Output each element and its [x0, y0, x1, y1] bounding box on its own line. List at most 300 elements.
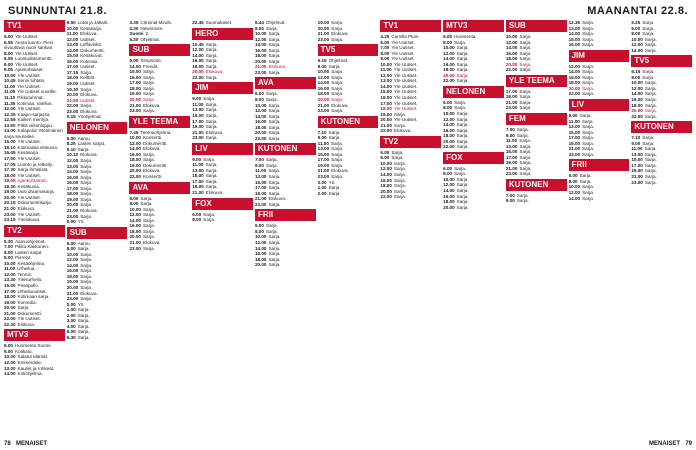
program-entry: [506, 171, 567, 177]
channel-header: FEM: [506, 113, 567, 125]
program-time: 5.30: [66, 334, 76, 340]
program-title: Sarja.: [331, 151, 344, 157]
program-title: Sarja.: [519, 39, 532, 45]
program-title: Dokumenttisarja.: [17, 200, 52, 206]
channel-header: NELONEN: [67, 122, 128, 134]
program-time: 21.00: [317, 168, 330, 174]
program-entry: [192, 217, 253, 223]
program-time: 20.00: [443, 72, 455, 78]
program-time: 13.00: [568, 25, 581, 31]
program-time: 11.00: [192, 162, 204, 168]
program-time: 1.00: [66, 307, 76, 313]
program-time: 20.00: [443, 138, 455, 144]
program-title: Yle Uutiset.: [14, 61, 39, 67]
program-time: 9.00: [631, 140, 641, 146]
program-entry: [255, 70, 316, 76]
program-time: 3.35: [129, 20, 139, 25]
program-time: 20.00: [254, 130, 267, 136]
program-time: 8.25: [66, 141, 76, 147]
program-title: Sarja.: [644, 97, 657, 103]
program-title: Yöohjelmat.: [77, 114, 102, 120]
program-title: Aamu.: [77, 240, 91, 246]
program-time: 0.00: [66, 301, 76, 307]
program-title: Piirretyt.: [14, 255, 32, 261]
program-title: Yle Uutiset.: [393, 67, 418, 73]
program-time: 20.00: [317, 25, 330, 31]
program-title: Sarja.: [393, 183, 406, 189]
program-title: Sarja.: [582, 36, 595, 42]
program-title: Sarja.: [205, 107, 218, 113]
program-time: 9.00: [192, 156, 202, 162]
program-title: Camilla Plum.: [391, 34, 420, 39]
program-title: Sarja.: [268, 102, 281, 108]
program-title: Luonto ja retkeily.: [17, 161, 54, 167]
program-title: Sarja.: [393, 194, 406, 200]
channel-header: MTV3: [4, 329, 65, 341]
program-time: 9.50: [66, 20, 76, 25]
program-time: 13.00: [631, 151, 643, 157]
right-page-number: 79: [685, 441, 692, 447]
program-title: Sarja.: [516, 192, 529, 198]
program-title: Kauniit ja rohkeat.: [17, 365, 55, 371]
program-title: Salatut elämät.: [17, 354, 49, 360]
program-title: Sarja.: [456, 50, 469, 56]
program-time: 6.00: [66, 135, 76, 141]
program-time: 6.00: [443, 34, 453, 39]
program-title: Sarja.: [582, 184, 595, 190]
program-title: Sarja.: [582, 20, 595, 25]
program-time: 10.00: [66, 25, 79, 31]
program-time: 11.00: [192, 101, 204, 107]
program-time: 14.00: [254, 113, 267, 119]
program-title: Sarja.: [268, 190, 281, 196]
program-time: 12.00: [66, 257, 79, 263]
program-title: Sarja.: [519, 165, 532, 171]
program-time: 16.00: [443, 193, 455, 199]
program-title: Huomenta.: [454, 34, 477, 39]
program-time: 12.00: [254, 108, 267, 114]
program-entry: [506, 67, 567, 73]
program-title: Sarja.: [265, 91, 278, 97]
program-title: Sarja.: [644, 80, 657, 86]
program-time: 16.00: [568, 42, 581, 48]
channel-header: TV1: [4, 20, 65, 32]
program-title: Yle Uutiset.: [17, 194, 41, 200]
program-time: 20.00: [66, 202, 79, 208]
program-time: 7.00: [505, 192, 515, 198]
program-time: 19.00: [505, 94, 518, 100]
channel-header: AVA: [129, 182, 190, 194]
program-title: Yle Uutiset.: [17, 172, 41, 178]
program-time: 9.00: [4, 61, 13, 67]
program-title: Yle Uutiset.: [391, 45, 415, 51]
channel-header: YLE TEEMA: [129, 116, 190, 128]
program-time: 10.00: [4, 72, 16, 78]
program-title: Avara luonto: Pieni: [14, 39, 54, 45]
program-entry: [569, 152, 630, 158]
program-title: Sarja.: [77, 312, 90, 318]
program-time: 19.00: [254, 190, 267, 196]
program-title: sivuuttava nuori sankari.: [4, 45, 54, 51]
program-title: Yle Uutiset nuorille.: [17, 89, 57, 95]
listing-column: [318, 20, 379, 440]
program-time: 20.15: [4, 200, 16, 206]
program-title: Simpsonit.: [140, 58, 162, 64]
program-time: 6.05: [4, 39, 13, 45]
program-time: 8.00: [66, 246, 76, 252]
program-title: Sarja.: [582, 129, 595, 135]
program-time: 14.00: [192, 52, 204, 58]
program-title: Sarja.: [328, 185, 341, 191]
channel-header: TV5: [631, 55, 692, 67]
program-entry: [443, 205, 504, 211]
program-entry: [192, 135, 253, 141]
program-time: 18.00: [254, 256, 267, 262]
program-title: Sarja.: [80, 296, 93, 302]
program-time: 20.00: [192, 69, 204, 75]
program-time: 17.00: [631, 162, 643, 168]
program-title: Sarja.: [516, 127, 529, 133]
listing-column: [631, 20, 692, 440]
program-title: Sarja.: [142, 157, 155, 163]
program-title: Elokuva.: [17, 321, 36, 327]
listing-column: [192, 20, 253, 440]
program-title: Sarja.: [393, 111, 406, 117]
program-title: Sarja.: [456, 133, 469, 139]
program-time: 10.00: [568, 184, 581, 190]
program-title: Sarja.: [142, 245, 155, 251]
program-time: 8.00: [631, 74, 641, 80]
program-time: 6.00: [192, 211, 202, 217]
program-title: Ajankohtainen.: [17, 178, 48, 184]
program-title: Sarja ihmisistä.: [17, 167, 49, 173]
program-entry: [129, 37, 190, 43]
program-time: 5.30: [129, 36, 139, 42]
program-title: Sarja.: [644, 168, 657, 174]
program-time: 18.00: [443, 133, 455, 139]
program-time: 20.00: [129, 168, 141, 174]
program-time: 23.00: [254, 201, 267, 207]
program-title: 2.: [145, 31, 150, 37]
program-time: 23.00: [631, 179, 643, 185]
program-title: Yle Uutiset.: [17, 156, 41, 162]
program-time: 21.00: [4, 205, 16, 211]
program-time: 14.00: [129, 217, 141, 223]
program-entry: [506, 105, 567, 111]
channel-header: JIM: [569, 50, 630, 62]
program-time: 5.00: [66, 329, 76, 335]
program-time: 15.10: [4, 144, 16, 150]
program-title: Sarja.: [205, 162, 218, 168]
channel-header: HERO: [192, 28, 253, 40]
program-title: Sarja.: [330, 140, 343, 146]
program-title: Sarja.: [331, 146, 344, 152]
program-time: 12.00: [4, 271, 16, 277]
program-title: Sarja.: [519, 67, 532, 73]
program-title: Sarja.: [142, 74, 155, 80]
right-brand: MENAISET: [648, 441, 680, 447]
program-title: Sarja.: [579, 178, 592, 184]
program-time: 16.00: [443, 127, 455, 133]
program-title: Sarja.: [331, 80, 344, 86]
program-time: 23.15: [4, 217, 16, 223]
program-title: Sarja.: [456, 56, 469, 62]
program-time: 7.10: [631, 135, 641, 141]
program-title: Elokuva.: [205, 69, 224, 75]
program-time: 8.00: [192, 217, 202, 223]
program-time: 17.00: [192, 178, 204, 184]
program-time: 11.00: [631, 146, 643, 152]
program-time: 15.00: [192, 173, 204, 179]
program-title: Sarja.: [268, 130, 281, 136]
program-title: Sarja.: [203, 156, 216, 162]
program-title: Sarja.: [642, 69, 655, 75]
program-title: Elokuva.: [80, 290, 98, 296]
program-title: Yle Uutiset.: [393, 100, 418, 106]
program-time: 13.00: [192, 107, 204, 113]
program-title: Yle Uutiset.: [393, 89, 418, 95]
program-title: Kotikatu.: [14, 348, 33, 354]
program-time: 11.05: [4, 89, 16, 95]
program-title: Sarja.: [268, 245, 281, 251]
program-title: Sarja.: [331, 36, 344, 42]
program-time: 18.00: [4, 172, 16, 178]
program-time: 10.00: [631, 80, 643, 86]
program-time: 10.00: [317, 69, 330, 75]
program-title: Elokuva.: [331, 168, 349, 174]
channel-header: TV5: [318, 44, 379, 56]
program-time: 23.00: [254, 69, 267, 75]
program-time: 4.25: [380, 34, 390, 39]
program-time: 8.00: [443, 105, 453, 111]
program-title: Sarja.: [456, 199, 469, 205]
program-title: Sarja.: [77, 246, 90, 252]
program-title: Yle Uutiset.: [393, 117, 418, 123]
program-time: 6.00: [254, 91, 264, 97]
program-title: Sarja.: [80, 257, 93, 263]
program-title: Yle Uutiset.: [14, 34, 39, 39]
listing-column: [443, 20, 504, 440]
program-title: Sarja.: [456, 144, 469, 150]
program-time: 22.00: [4, 316, 16, 322]
program-title: Sarja.: [80, 251, 93, 257]
program-time: 22.30: [4, 321, 16, 327]
program-time: 20.00: [4, 305, 16, 311]
program-title: Kaiken mentyä.: [17, 117, 50, 123]
program-title: Sarja.: [77, 318, 90, 324]
program-time: 2.00: [317, 190, 327, 196]
program-time: 21.00: [568, 146, 581, 152]
program-title: Elokuva.: [142, 102, 161, 108]
tv-listings: [4, 20, 692, 440]
program-entry: [380, 194, 441, 200]
program-time: 18.00: [254, 124, 267, 130]
program-title: Sarja.: [268, 119, 281, 125]
program-time: 10.00: [631, 36, 643, 42]
program-title: Sarja.: [644, 108, 657, 114]
channel-header: FOX: [443, 152, 504, 164]
program-time: 14.00: [317, 80, 330, 86]
program-time: 14.00: [4, 371, 16, 377]
program-time: 10.00: [4, 354, 16, 360]
program-time: 21.00: [254, 64, 267, 70]
program-time: 9.00: [380, 56, 390, 62]
program-title: Sarja.: [328, 135, 341, 141]
program-title: Yle Uutiset.: [393, 83, 418, 89]
program-title: Sarja.: [268, 234, 281, 240]
program-entry: [255, 262, 316, 268]
listing-column: [506, 20, 567, 440]
channel-header: TV2: [4, 225, 65, 237]
program-time: 9.00: [4, 255, 13, 261]
program-time: 2.00: [66, 312, 76, 318]
program-title: Sarja.: [205, 135, 218, 141]
program-title: Sarja.: [77, 334, 90, 340]
program-time: 10.00: [66, 251, 79, 257]
program-title: Sarja.: [268, 185, 281, 191]
program-time: 16.00: [380, 95, 392, 101]
program-title: Sarja.: [265, 97, 278, 103]
program-time: 12.00: [129, 212, 141, 218]
program-title: Kotimaa.: [80, 58, 99, 64]
program-title: Aamuohjelmat.: [14, 238, 46, 244]
program-time: 12.00: [317, 74, 330, 80]
program-title: Kalapolut: Moninainen: [17, 128, 63, 134]
program-time: 19.00: [505, 160, 518, 166]
program-time: 19.30: [66, 86, 79, 92]
program-time: 6.00: [443, 99, 453, 105]
program-title: Sarja.: [582, 42, 595, 48]
program-time: 8.00: [4, 249, 13, 255]
program-title: Sarja.: [519, 154, 532, 160]
program-time: 23.00: [317, 108, 330, 114]
program-title: Sarja.: [519, 149, 532, 155]
channel-header: FOX: [192, 198, 253, 210]
program-time: 13.00: [317, 146, 330, 152]
program-time: 16.00: [129, 223, 141, 229]
program-title: Dokumentti.: [80, 47, 105, 53]
program-time: 9.00: [568, 113, 578, 119]
program-time: 9.00: [254, 162, 264, 168]
program-time: 10.00: [443, 176, 455, 182]
listing-column: [67, 20, 128, 440]
program-time: 15.00: [254, 179, 267, 185]
program-title: Yle Uutiset.: [393, 95, 418, 101]
program-title: Ohjelmat.: [328, 58, 349, 64]
program-title: Sarja.: [80, 279, 93, 285]
program-title: Sarja.: [142, 69, 155, 75]
program-title: Sarja.: [582, 195, 595, 201]
program-title: Sarja.: [582, 63, 595, 69]
program-time: 23.00: [129, 245, 141, 251]
program-title: Aamu.: [77, 135, 91, 141]
program-time: 17.05: [4, 161, 16, 167]
program-time: 9.05: [4, 67, 13, 73]
program-entry: [569, 42, 630, 48]
program-time: 18.00: [631, 102, 643, 108]
program-title: Sarja.: [142, 212, 155, 218]
program-time: 10.10: [66, 152, 79, 158]
program-title: Sarja.: [331, 174, 344, 180]
program-time: 13.00: [254, 174, 267, 180]
program-title: Sarja.: [644, 146, 657, 152]
program-time: 11.35: [4, 100, 16, 106]
program-title: Sarja.: [203, 211, 216, 217]
program-time: 5.00: [129, 58, 139, 64]
program-title: Kaapo-sarjassa.: [17, 111, 51, 117]
program-title: Sarja.: [142, 234, 155, 240]
program-title: Sarja.: [519, 105, 532, 111]
program-entry: [67, 219, 128, 225]
program-title: Pikkutuhmat.: [17, 95, 44, 101]
program-title: Sarja.: [268, 58, 281, 64]
program-title: Sarja.: [331, 91, 344, 97]
program-time: 19.00: [317, 162, 330, 168]
program-time: 17.00: [66, 185, 79, 191]
program-time: 9.00: [505, 198, 515, 204]
program-title: Sarja.: [642, 25, 655, 31]
program-time: 18.00: [129, 157, 141, 163]
program-time: 13.00: [568, 124, 581, 130]
program-time: 11.00: [568, 118, 580, 124]
program-title: Sarja.: [644, 91, 657, 97]
program-title: Sarja.: [582, 190, 595, 196]
channel-header: FRII: [255, 209, 316, 221]
program-time: 14.00: [66, 262, 79, 268]
program-title: Sarja.: [331, 162, 344, 168]
program-title: Sarja.: [331, 85, 344, 91]
program-title: Sarja.: [268, 262, 281, 268]
program-time: 23.00: [505, 105, 518, 111]
program-time: 20.00: [4, 194, 16, 200]
program-title: Sarja.: [205, 167, 218, 173]
program-title: Sarja.: [644, 162, 657, 168]
program-title: Sarja.: [456, 78, 469, 84]
program-time: 9.00: [192, 96, 202, 102]
program-time: 7.00: [505, 127, 515, 133]
program-time: 10.45: [4, 78, 16, 84]
program-title: Sarja.: [205, 58, 218, 64]
program-title: Yö.: [328, 179, 336, 185]
program-title: Sarja.: [205, 47, 218, 53]
program-title: Sarja.: [331, 25, 344, 31]
program-time: 17.00: [505, 154, 518, 160]
program-entry: [631, 180, 692, 186]
program-time: 18.00: [66, 273, 79, 279]
program-title: Sarja.: [391, 155, 404, 161]
program-time: 12.00: [254, 239, 267, 245]
program-title: Sarja.: [265, 25, 278, 31]
program-time: 18.30: [4, 183, 16, 189]
program-time: 14.00: [254, 42, 267, 48]
program-title: Elokuva.: [393, 128, 412, 134]
program-entry: [4, 217, 65, 223]
program-title: Sarja.: [80, 158, 93, 164]
program-time: 9.00: [4, 348, 13, 354]
program-time: 18.00: [568, 80, 581, 86]
program-title: Sarja.: [142, 91, 155, 97]
program-time: 14.00: [443, 56, 455, 62]
program-title: Sarja.: [393, 166, 406, 172]
program-time: 13.00: [192, 167, 204, 173]
program-title: Sarja.: [644, 47, 657, 53]
program-title: Sarja.: [80, 103, 93, 109]
program-title: Sarja.: [644, 174, 657, 180]
program-title: Sarja.: [205, 74, 218, 80]
program-title: Sarja.: [328, 129, 341, 135]
channel-header: YLE TEEMA: [506, 75, 567, 87]
program-time: 6.00: [254, 223, 264, 229]
